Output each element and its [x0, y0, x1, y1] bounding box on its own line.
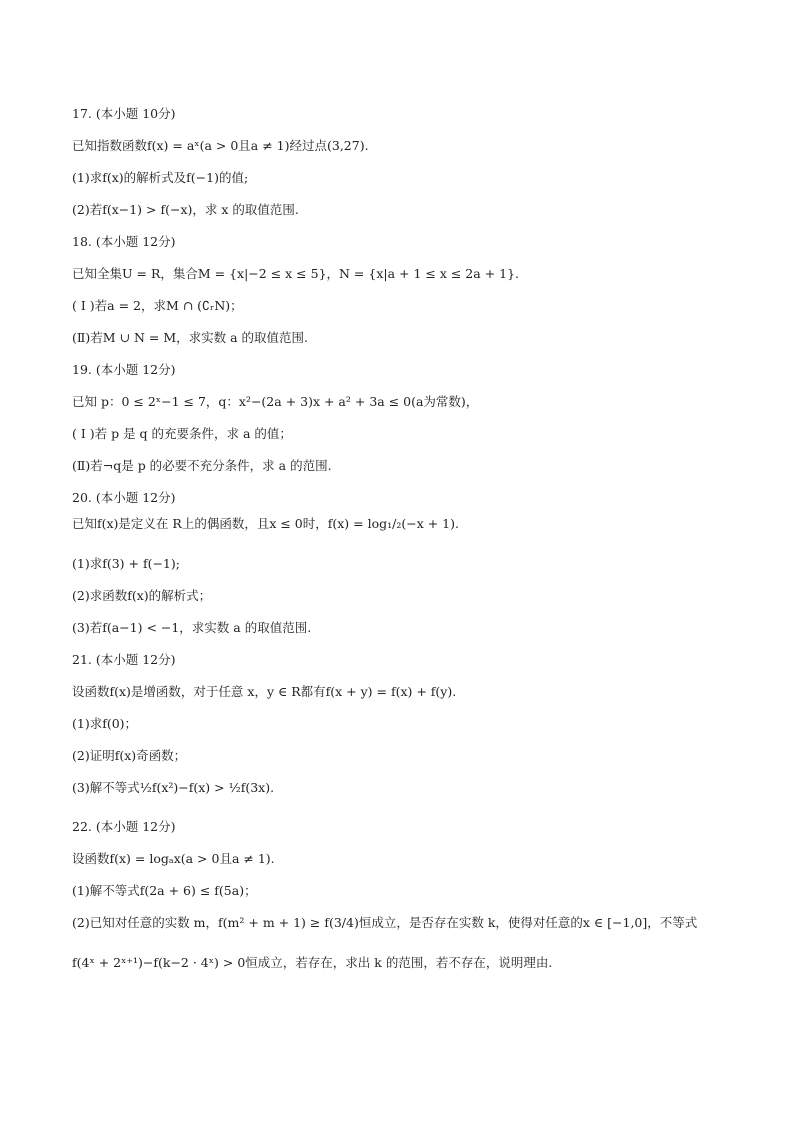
- question-17-header: 17. (本小题 10分): [72, 106, 176, 121]
- question-18-part-2: (Ⅱ)若M ∪ N = M，求实数 a 的取值范围.: [72, 330, 308, 345]
- question-21-part-3: (3)解不等式½f(x²)−f(x) > ½f(3x).: [72, 780, 275, 795]
- question-18-header: 18. (本小题 12分): [72, 234, 176, 249]
- question-20-part-1: (1)求f(3) + f(−1);: [72, 556, 180, 571]
- question-19-stem: 已知 p：0 ≤ 2ˣ−1 ≤ 7，q：x²−(2a + 3)x + a² + 3a ≤ 0(a为常数)，: [72, 394, 479, 409]
- question-22-part-1: (1)解不等式f(2a + 6) ≤ f(5a)；: [72, 883, 257, 898]
- question-20-part-3: (3)若f(a−1) < −1，求实数 a 的取值范围.: [72, 620, 312, 635]
- question-19-part-1: ( I )若 p 是 q 的充要条件，求 a 的值；: [72, 426, 292, 441]
- question-22-stem: 设函数f(x) = logₐx(a > 0且a ≠ 1).: [72, 851, 275, 866]
- question-19-header: 19. (本小题 12分): [72, 362, 176, 377]
- question-18-part-1: ( I )若a = 2，求M ∩ (∁ᵣN)；: [72, 298, 243, 313]
- question-21-part-1: (1)求f(0)；: [72, 716, 138, 731]
- question-17-stem: 已知指数函数f(x) = aˣ(a > 0且a ≠ 1)经过点(3,27).: [72, 138, 369, 153]
- question-19-part-2: (Ⅱ)若¬q是 p 的必要不充分条件，求 a 的范围.: [72, 458, 332, 473]
- question-21-stem: 设函数f(x)是增函数，对于任意 x，y ∈ R都有f(x + y) = f(x) + f(y).: [72, 684, 457, 699]
- question-18-stem: 已知全集U = R，集合M = {x|−2 ≤ x ≤ 5}，N = {x|a + 1 ≤ x ≤ 2a + 1}.: [72, 266, 520, 281]
- question-22-part-2: (2)已知对任意的实数 m，f(m² + m + 1) ≥ f(3/4)恒成立，是否存在实数 k，使得对任意的x ∈ [−1,0]，不等式: [72, 915, 698, 930]
- question-22-header: 22. (本小题 12分): [72, 819, 176, 834]
- question-17-part-1: (1)求f(x)的解析式及f(−1)的值;: [72, 170, 249, 185]
- question-21-part-2: (2)证明f(x)奇函数；: [72, 748, 187, 763]
- question-20-part-2: (2)求函数f(x)的解析式；: [72, 588, 212, 603]
- question-22-part-2-continued: f(4ˣ + 2ˣ⁺¹)−f(k−2 · 4ˣ) > 0恒成立，若存在，求出 k 的范围，若不存在，说明理由.: [72, 955, 553, 970]
- question-20-header: 20. (本小题 12分): [72, 490, 176, 505]
- question-21-header: 21. (本小题 12分): [72, 652, 176, 667]
- question-20-stem: 已知f(x)是定义在 R上的偶函数，且x ≤ 0时，f(x) = log₁/₂(−x + 1).: [72, 516, 459, 531]
- question-17-part-2: (2)若f(x−1) > f(−x)，求 x 的取值范围.: [72, 202, 299, 217]
